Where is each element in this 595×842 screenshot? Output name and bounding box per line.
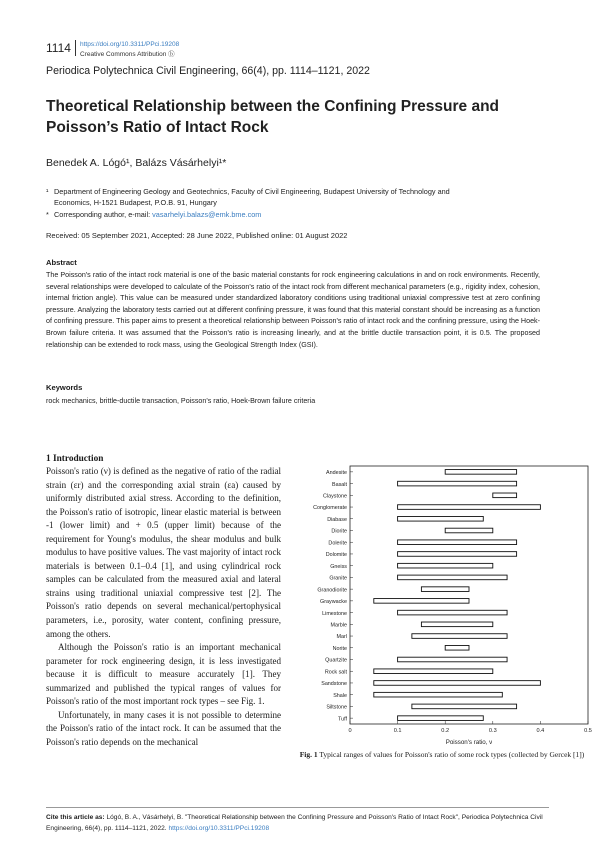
x-axis-label: Poisson's ratio, ν (445, 739, 493, 746)
category-label: Dolerite (328, 540, 347, 547)
category-label: Marble (330, 622, 347, 629)
section-heading: 1 Introduction (46, 454, 104, 464)
keywords-heading: Keywords (46, 383, 83, 392)
range-bar (374, 599, 469, 604)
publication-dates: Received: 05 September 2021, Accepted: 28 June 2022, Published online: 01 August 2022 (46, 231, 348, 240)
range-bar (412, 704, 517, 709)
range-bar (374, 681, 541, 686)
range-bar (445, 645, 469, 650)
affiliation (46, 187, 450, 198)
corresponding-author (46, 210, 261, 221)
category-label: Marl (336, 634, 347, 641)
paper-title: Theoretical Relationship between the Confining Pressure and Poisson’s Ratio of Intact Rock (46, 98, 500, 136)
x-tick-label: 0 (348, 728, 352, 734)
range-bar (412, 634, 507, 639)
range-bar (374, 692, 503, 697)
category-label: Graywacke (320, 599, 347, 606)
category-label: Gneiss (330, 563, 347, 570)
category-label: Andesite (326, 470, 347, 477)
poisson-ratio-chart (300, 462, 592, 748)
range-bar (398, 563, 493, 568)
range-bar (398, 540, 517, 545)
affiliation-line-1: Department of Engineering Geology and Geotechnics, Faculty of Civil Engineering, Budapest University of Technology and (54, 187, 450, 196)
category-label: Norite (332, 645, 347, 652)
figure-caption-label: Fig. 1 (299, 750, 318, 759)
range-bar (398, 716, 484, 721)
range-bar (421, 622, 492, 627)
body-paragraph-3: Unfortunately, in many cases it is not possible to determine the Poisson's ratio of the intact rock. It can be assumed that the Poisson's ratio depends on the mechanical (46, 709, 281, 747)
range-bar (374, 669, 493, 674)
range-bar (421, 587, 469, 592)
affiliation-mark: ¹ (46, 187, 49, 196)
body-paragraph-1: Poisson's ratio (ν) is defined as the negative of ratio of the radial strain (εr) and the corresponding axial strain (εa) caused by uniformly distributed axial stress. According to the definition, the Poisson's ratio of isotropic, linear elastic material is between -1 (lower limit) and + 0.5 (upper limit) because of the requirement for Young's modulus, the shear modulus and bulk modulus to have positive values. The vast majority of intact rock materials is between 0.1–0.4 [1], and using cylindrical rock samples can be calculated from the measured axial and lateral strains using traditional uniaxial compressive test [2]. The Poisson's ratio depends on several mechanical/pertophysical parameters, i.e., porosity, water content, confining pressure, among the others. (46, 466, 281, 639)
category-label: Siltstone (326, 704, 347, 711)
range-bar (398, 657, 507, 662)
category-label: Shale (333, 692, 347, 699)
author-list: Benedek A. Lógó¹, Balázs Vásárhelyi¹* (46, 157, 227, 169)
header-divider (75, 40, 76, 56)
range-bar (398, 575, 507, 580)
corresponding-label: Corresponding author, e-mail: (54, 210, 153, 219)
citation-text: Lógó, B. A., Vásárhelyi, B. "Theoretical Relationship between the Confining Pressure and Poisson's Ratio of Intact Rock", Periodica Polytechnica Civil Engineering, 66(4), pp. 1114–1121, 2022. (46, 814, 543, 832)
range-bar (493, 493, 517, 498)
category-label: Quartzite (325, 657, 347, 664)
category-label: Conglomerate (313, 505, 347, 512)
page-number: 1114 (46, 41, 71, 55)
category-label: Limestone (322, 610, 347, 617)
category-label: Tuff (338, 716, 347, 723)
category-label: Diabase (327, 516, 347, 523)
category-label: Diorite (331, 528, 347, 535)
corresponding-mark: * (46, 210, 49, 219)
figure-caption (296, 749, 588, 761)
x-tick-label: 0.1 (393, 728, 402, 734)
citation-label: Cite this article as: (46, 814, 105, 821)
affiliation-line-2: Economics, H-1521 Budapest, P.O.B. 91, Hungary (54, 198, 217, 207)
category-label: Claystone (323, 493, 347, 500)
category-label: Basalt (332, 481, 347, 488)
corresponding-email-link[interactable]: vasarhelyi.balazs@emk.bme.com (152, 210, 262, 219)
category-label: Granodiorite (317, 587, 347, 594)
body-paragraph-2: Although the Poisson's ratio is an important mechanical parameter for rock engineering design, it is less investigated because it is difficult to measure accurately [1]. They summarized and published the typical ranges of values for Poisson's ratio of the most important rock types – see Fig. 1. (46, 642, 281, 707)
x-tick-label: 0.4 (536, 728, 545, 734)
figure-caption-text: Typical ranges of values for Poisson's ratio of some rock types (collected by Gercek [1]) (317, 750, 585, 759)
abstract-heading: Abstract (46, 258, 77, 267)
range-bar (398, 610, 507, 615)
range-bar (445, 470, 516, 475)
range-bar (398, 481, 517, 486)
x-tick-label: 0.3 (488, 728, 497, 734)
citation-doi-link[interactable]: https://doi.org/10.3311/PPci.19208 (168, 824, 270, 832)
footer-divider (46, 807, 549, 808)
category-label: Sandstone (321, 681, 347, 688)
license-text: Creative Commons Attribution ⓑ (80, 51, 175, 58)
range-bar (445, 528, 493, 533)
range-bar (398, 516, 484, 521)
range-bar (398, 505, 541, 510)
range-bar (398, 552, 517, 557)
body-column (46, 465, 281, 749)
category-label: Granite (329, 575, 347, 582)
keywords-text: rock mechanics, brittle-ductile transaction, Poisson's ratio, Hoek-Brown failure criteria (46, 397, 316, 405)
doi-link[interactable]: https://doi.org/10.3311/PPci.19208 (80, 41, 180, 48)
x-tick-label: 0.5 (584, 728, 592, 734)
category-label: Dolomite (325, 552, 347, 559)
journal-reference: Periodica Polytechnica Civil Engineering, 66(4), pp. 1114–1121, 2022 (46, 65, 370, 77)
abstract-text: The Poisson's ratio of the intact rock material is one of the basic material constants for rock engineering calculations in and on rock environments. Recently, several relationships were developed to calculate of the Poisson's ratio of the intact rock from different mechanical parameters (e.g., rigidity index, cohesion, internal friction angle). This value can be measured under standardized laboratory conditions using traditional uniaxial compressive test at zero confining pressure. Analyzing the laboratory tests carried out at different confining pressure, it was found that this material constant should be increasing as a function of confining pressure. This paper aims to present a theoretical relationship between Poisson's ratio of intact rock and the confining pressure, using the Hoek-Brown failure criteria. It was assumed that the Poisson's ratio is increasing linearly, and at the brittle ductile transaction point, it is 0.5. The proposed relationship can be extended to rock mass, using the Geological Strength Index (GSI). (46, 271, 540, 349)
citation (46, 813, 546, 834)
category-label: Rock salt (324, 669, 347, 676)
x-tick-label: 0.2 (441, 728, 450, 734)
